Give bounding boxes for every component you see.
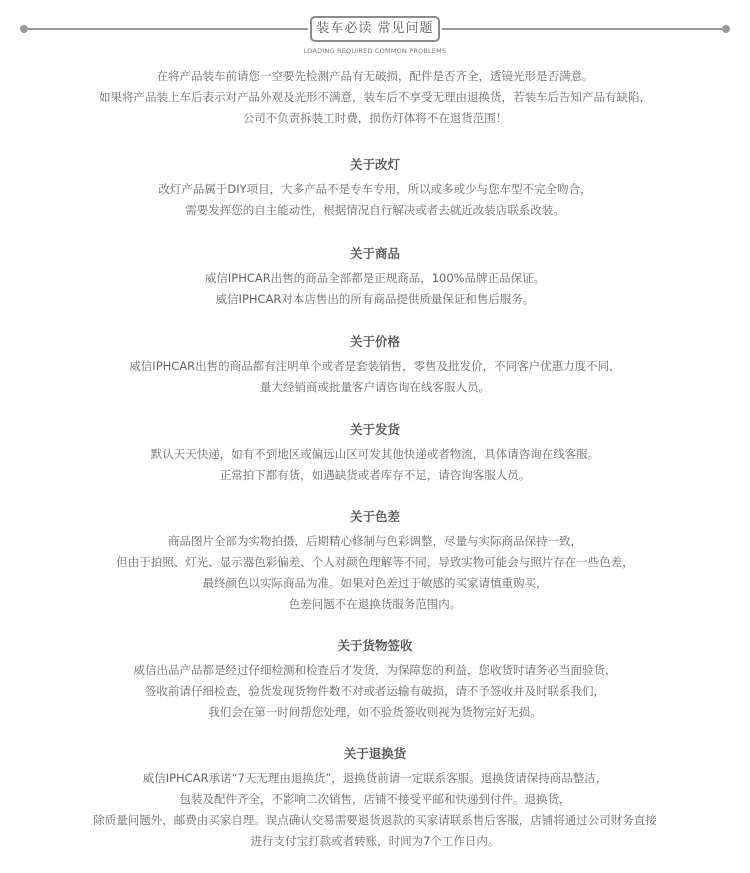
section-header: [0, 14, 750, 60]
section-line: 进行支付宝打款或者转账，时间为7个工作日内。: [250, 834, 500, 848]
page-subtitle: LOADING REQUIRED COMMON PROBLEMS: [303, 47, 447, 55]
intro-line: 在将产品装车前请您一空要先检测产品有无破损，配件是否齐全，透镜光形是否满意。: [156, 69, 594, 83]
section-line: 威信IPHCAR承诺“7天无理由退换货”，退换货前请一定联系客服。退换货请保持商品整洁，: [142, 771, 608, 785]
intro-line: 如果将产品装上车后表示对产品外观及光形不满意，装车后不享受无理由退换货，若装车后告知产品有缺陷，: [99, 90, 651, 104]
section-line: 威信IPHCAR出售的商品都有注明单个或者是套装销售，零售及批发价，不同客户优惠力度不同，: [129, 359, 621, 373]
section-title: 关于价格: [349, 334, 400, 349]
section-title: 关于发货: [349, 422, 400, 437]
section-line: 默认天天快递，如有不到地区或偏远山区可发其他快递或者物流，具体请咨询在线客服。: [150, 447, 600, 461]
left-divider-line: [26, 28, 308, 30]
section-title: 关于货物签收: [337, 638, 413, 653]
section-price: [0, 332, 750, 398]
intro-line: 公司不负责拆装工时费，损伤灯体将不在退货范围！: [242, 111, 508, 125]
section-line: 我们会在第一时间帮您处理，如不验货签收则视为货物完好无损。: [208, 705, 542, 719]
section-line: 需要发挥您的自主能动性，根据情况自行解决或者去就近改装店联系改装。: [185, 203, 565, 217]
section-line: 改灯产品属于DIY项目，大多产品不是专车专用，所以或多或少与您车型不完全吻合，: [158, 182, 592, 196]
section-line: 商品图片全部为实物拍摄，后期精心修制与色彩调整，尽量与实际商品保持一致，: [168, 534, 582, 548]
section-title: 关于色差: [349, 509, 400, 524]
section-line: 威信出品产品都是经过仔细检测和检查后才发货，为保障您的利益，您收货时请务必当面验货，: [133, 663, 617, 677]
right-dot-ornament: [722, 25, 730, 33]
section-products: [0, 244, 750, 310]
section-returns: [0, 744, 750, 852]
section-line: 最终颜色以实际商品为准。如果对色差过于敏感的买家请慎重购买，: [202, 576, 548, 590]
section-line: 色差问题不在退换货服务范围内。: [288, 597, 462, 611]
intro-paragraph: [0, 66, 750, 129]
section-line: 签收前请仔细检查，验货发现货物件数不对或者运输有破损，请不予签收并及时联系我们，: [145, 684, 605, 698]
section-delivery-receipt: [0, 636, 750, 723]
section-line: 威信IPHCAR出售的商品全部都是正规商品，100%品牌正品保证。: [204, 271, 546, 285]
section-modification: [0, 155, 750, 221]
section-color-difference: [0, 507, 750, 615]
section-line: 量大经销商或批量客户请咨询在线客服人员。: [260, 380, 490, 394]
right-divider-line: [442, 28, 724, 30]
section-title: 关于退换货: [343, 746, 407, 761]
page-title: 装车必读 常见问题: [310, 16, 440, 42]
section-title: 关于商品: [349, 246, 400, 261]
section-shipping: [0, 420, 750, 486]
section-line: 威信IPHCAR对本店售出的所有商品提供质量保证和售后服务。: [215, 292, 535, 306]
section-line: 但由于拍照、灯光、显示器色彩偏差、个人对颜色理解等不同，导致实物可能会与照片存在一些色差，: [116, 555, 634, 569]
section-title: 关于改灯: [349, 157, 400, 172]
section-line: 除质量问题外，邮费由买家自理。误点确认交易需要退货退款的买家请联系售后客服，店铺将通过公司财务直接: [93, 813, 657, 827]
section-line: 包装及配件齐全，不影响二次销售，店铺不接受平邮和快递到付件。退换货，: [179, 792, 571, 806]
section-line: 正常拍下都有货，如遇缺货或者库存不足，请咨询客服人员。: [219, 468, 531, 482]
